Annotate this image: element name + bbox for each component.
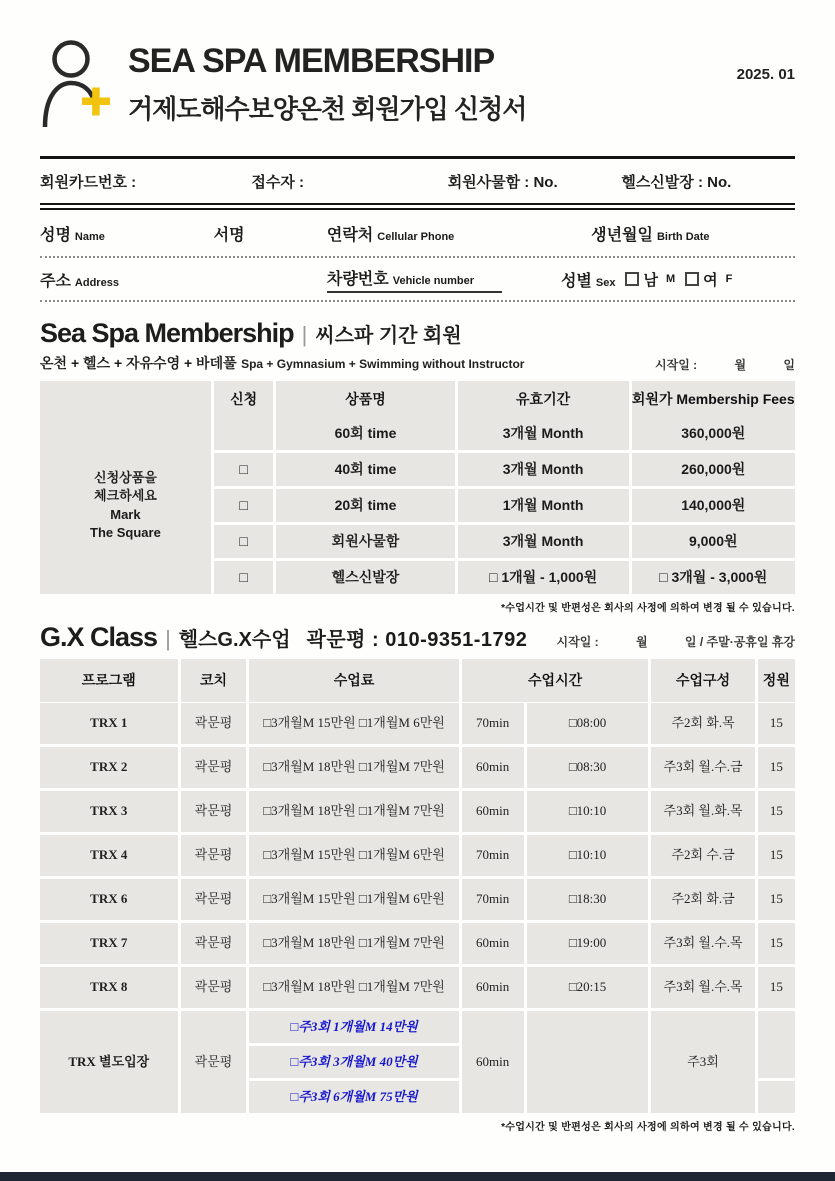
sex-label: 성별 Sex <box>560 272 616 290</box>
gx-row-program: TRX 3 <box>40 791 178 832</box>
spa-title-en: Sea Spa Membership <box>40 318 294 348</box>
phone-label: 연락처 Cellular Phone <box>326 226 455 244</box>
gx-row-capacity: 15 <box>758 747 795 788</box>
spa-row-product: 헬스신발장 <box>276 561 454 594</box>
gx-row-duration: 70min <box>462 703 524 744</box>
gx-row-time-checkbox[interactable]: □08:00 <box>527 703 649 744</box>
gx-row-schedule: 주2회 화.금 <box>651 879 754 920</box>
gx-row-capacity: 15 <box>758 967 795 1008</box>
spa-header-period: 유효기간 <box>458 381 629 418</box>
spa-start-date: 시작일 : 월 일 <box>655 358 795 372</box>
gx-row-schedule: 주2회 수.금 <box>651 835 754 876</box>
gx-row-capacity: 15 <box>758 835 795 876</box>
gx-special-fee-option-2[interactable]: □주3회 3개월M 40만원 <box>249 1046 458 1078</box>
gx-row-capacity: 15 <box>758 923 795 964</box>
spa-row-product: 60회 time <box>276 417 454 450</box>
spa-facilities-en: Spa + Gymnasium + Swimming without Instructor <box>241 357 525 371</box>
gx-special-duration: 60min <box>462 1011 524 1113</box>
gx-row-program: TRX 1 <box>40 703 178 744</box>
gx-row-duration: 70min <box>462 879 524 920</box>
form-header <box>40 34 795 130</box>
page-title: SEA SPA MEMBERSHIP <box>128 42 495 80</box>
spa-row-product: 회원사물함 <box>276 525 454 558</box>
gx-row-fee-options[interactable]: □3개월M 15만원 □1개월M 6만원 <box>249 703 458 744</box>
gx-row-capacity: 15 <box>758 791 795 832</box>
gx-row-coach: 곽문평 <box>181 879 247 920</box>
gx-row-program: TRX 4 <box>40 835 178 876</box>
issue-date: 2025. 01 <box>736 66 795 83</box>
page-subtitle-kr: 거제도해수보양온천 회원가입 신청서 <box>128 94 527 124</box>
spa-row-period: 3개월 Month <box>458 525 629 558</box>
spa-mark-instruction: 신청상품을 체크하세요 Mark The Square <box>40 417 211 594</box>
gx-header-fee: 수업료 <box>249 659 458 702</box>
sex-female-option[interactable]: 여 F <box>685 269 732 290</box>
gx-special-fee-option-1[interactable]: □주3회 1개월M 14만원 <box>249 1011 458 1043</box>
divider-dotted-2 <box>40 300 795 302</box>
gx-row-time-checkbox[interactable]: □20:15 <box>527 967 649 1008</box>
sex-male-option[interactable]: 남 M <box>625 269 675 290</box>
sex-field <box>561 268 795 291</box>
spa-row-checkbox[interactable] <box>214 417 273 450</box>
gx-special-capacity-top <box>758 1011 795 1078</box>
gx-row-duration: 60min <box>462 967 524 1008</box>
spa-header-product: 상품명 <box>276 381 454 418</box>
shoe-locker-label: 헬스신발장 : No. <box>621 173 732 191</box>
gx-row-time-checkbox[interactable]: □10:10 <box>527 791 649 832</box>
gx-header-coach: 코치 <box>181 659 247 702</box>
gx-row-schedule: 주3회 월.수.목 <box>651 967 754 1008</box>
gx-title-divider: | <box>165 626 171 651</box>
spa-row-product: 40회 time <box>276 453 454 486</box>
gx-row-fee-options[interactable]: □3개월M 15만원 □1개월M 6만원 <box>249 879 458 920</box>
address-label: 주소 Address <box>40 272 119 290</box>
gx-row-fee-options[interactable]: □3개월M 18만원 □1개월M 7만원 <box>249 967 458 1008</box>
gx-special-coach: 곽문평 <box>181 1011 247 1113</box>
gx-row-schedule: 주3회 월.수.목 <box>651 923 754 964</box>
footer-navy-bar <box>0 1172 835 1181</box>
card-number-label: 회원카드번호 : <box>40 173 137 191</box>
address-row <box>40 258 795 300</box>
divider-double <box>40 203 795 210</box>
spa-title-kr: 씨스파 기간 회원 <box>315 325 462 347</box>
gx-title-kr: 헬스G.X수업 <box>178 629 291 651</box>
gx-special-fee-option-3[interactable]: □주3회 6개월M 75만원 <box>249 1081 458 1113</box>
gx-special-row <box>40 1011 795 1113</box>
spa-row-period: 3개월 Month <box>458 453 629 486</box>
name-label: 성명 Name <box>40 226 105 244</box>
spa-section-title <box>40 318 795 349</box>
gx-special-time-empty <box>527 1011 649 1113</box>
spa-row-checkbox[interactable]: □ <box>214 525 273 558</box>
gx-row-time-checkbox[interactable]: □08:30 <box>527 747 649 788</box>
gx-start-date: 시작일 : 월 일 / 주말·공휴일 휴강 <box>556 635 795 649</box>
gx-header-program: 프로그램 <box>40 659 178 702</box>
gx-row-schedule: 주3회 월.화.목 <box>651 791 754 832</box>
gx-row-time-checkbox[interactable]: □10:10 <box>527 835 649 876</box>
spa-row-checkbox[interactable]: □ <box>214 453 273 486</box>
gx-row-time-checkbox[interactable]: □18:30 <box>527 879 649 920</box>
gx-row-fee-options[interactable]: □3개월M 18만원 □1개월M 7만원 <box>249 747 458 788</box>
gx-row-schedule: 주3회 월.수.금 <box>651 747 754 788</box>
spa-row-fee: 9,000원 <box>632 525 795 558</box>
gx-row-capacity: 15 <box>758 703 795 744</box>
locker-label: 회원사물함 : No. <box>447 173 558 191</box>
person-plus-logo-icon <box>40 34 110 130</box>
checkbox-male-icon[interactable] <box>625 272 639 286</box>
spa-header-empty <box>40 381 211 418</box>
name-row <box>40 210 795 256</box>
gx-special-capacity-bottom <box>758 1081 795 1113</box>
gx-header-composition: 수업구성 <box>651 659 754 702</box>
gx-row-capacity: 15 <box>758 879 795 920</box>
gx-row-fee-options[interactable]: □3개월M 15만원 □1개월M 6만원 <box>249 835 458 876</box>
gx-row-coach: 곽문평 <box>181 703 247 744</box>
vehicle-label: 차량번호 Vehicle number <box>327 266 561 293</box>
gx-row-schedule: 주2회 화.목 <box>651 703 754 744</box>
gx-header-capacity: 정원 <box>758 659 795 702</box>
spa-row-fee: 360,000원 <box>632 417 795 450</box>
gx-class-table <box>40 659 795 1008</box>
spa-row-product: 20회 time <box>276 489 454 522</box>
spa-row-checkbox[interactable]: □ <box>214 489 273 522</box>
gx-row-coach: 곽문평 <box>181 923 247 964</box>
spa-row-period: 3개월 Month <box>458 417 629 450</box>
gx-special-schedule: 주3회 <box>651 1011 754 1113</box>
gx-row-coach: 곽문평 <box>181 747 247 788</box>
gx-row-fee-options[interactable]: □3개월M 18만원 □1개월M 7만원 <box>249 791 458 832</box>
gx-header-time: 수업시간 <box>462 659 649 702</box>
spa-row-period: 1개월 Month <box>458 489 629 522</box>
checkbox-female-icon[interactable] <box>685 272 699 286</box>
gx-row-program: TRX 7 <box>40 923 178 964</box>
gx-row-coach: 곽문평 <box>181 967 247 1008</box>
gx-row-duration: 60min <box>462 923 524 964</box>
gx-coach-phone: 곽문평 : 010-9351-1792 <box>306 629 528 651</box>
gx-row-duration: 60min <box>462 747 524 788</box>
gx-title-en: G.X Class <box>40 622 158 652</box>
gx-section-title <box>40 622 795 653</box>
spa-header-check: 신청 <box>214 381 273 418</box>
gx-row-program: TRX 6 <box>40 879 178 920</box>
birth-label: 생년월일 Birth Date <box>591 226 710 244</box>
gx-row-program: TRX 2 <box>40 747 178 788</box>
spa-price-table <box>40 381 795 594</box>
spa-facilities-kr: 온천 + 헬스 + 자유수영 + 바데풀 <box>40 355 237 371</box>
gx-row-time-checkbox[interactable]: □19:00 <box>527 923 649 964</box>
gx-row-program: TRX 8 <box>40 967 178 1008</box>
title-divider: | <box>301 322 308 347</box>
gx-row-fee-options[interactable]: □3개월M 18만원 □1개월M 7만원 <box>249 923 458 964</box>
gx-row-coach: 곽문평 <box>181 791 247 832</box>
spa-row-fee: 260,000원 <box>632 453 795 486</box>
receiver-label: 접수자 : <box>251 173 305 191</box>
member-id-row <box>40 159 795 203</box>
gx-row-duration: 60min <box>462 791 524 832</box>
gx-special-program: TRX 별도입장 <box>40 1011 178 1113</box>
gx-row-duration: 70min <box>462 835 524 876</box>
spa-row-fee: 140,000원 <box>632 489 795 522</box>
spa-row-period: □ 1개월 - 1,000원 <box>458 561 629 594</box>
gx-row-coach: 곽문평 <box>181 835 247 876</box>
spa-subline <box>40 353 795 373</box>
spa-row-fee: □ 3개월 - 3,000원 <box>632 561 795 594</box>
spa-row-checkbox[interactable]: □ <box>214 561 273 594</box>
signature-label: 서명 <box>213 226 245 244</box>
spa-header-fee: 회원가 Membership Fees <box>632 381 795 418</box>
spa-note: *수업시간 및 반편성은 회사의 사정에 의하여 변경 될 수 있습니다. <box>501 603 795 614</box>
gx-note: *수업시간 및 반편성은 회사의 사정에 의하여 변경 될 수 있습니다. <box>501 1122 795 1133</box>
